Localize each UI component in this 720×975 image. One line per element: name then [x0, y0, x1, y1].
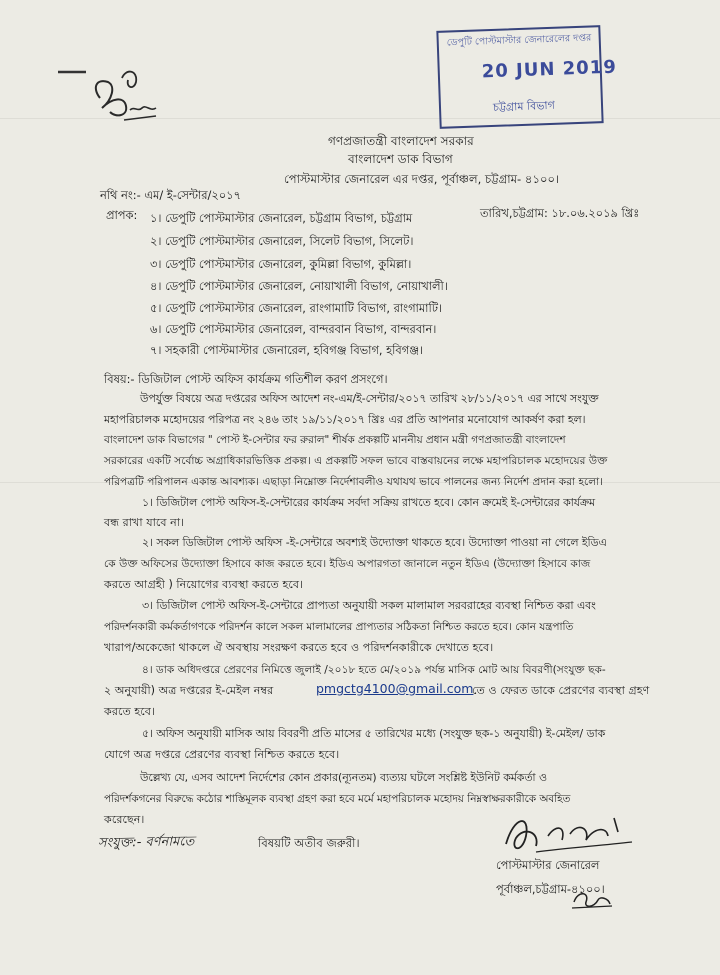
signatory-office: পূর্বাঞ্চল,চট্টগ্রাম-৪১০০। — [496, 882, 605, 896]
memo-date: তারিখ,চট্টগ্রাম: ১৮.০৬.২০১৯ খ্রিঃ — [480, 206, 640, 220]
government-name: গণপ্রজাতন্ত্রী বাংলাদেশ সরকার — [328, 134, 474, 148]
recipient-item: ৫। ডেপুটি পোস্টমাস্টার জেনারেল, রাংগামাটি বিভাগ, রাংগামাটি। — [150, 301, 443, 315]
intro-line: মহাপরিচালক মহোদয়ের পরিপত্র নং ২৪৬ তাং ১৯/১১/২০১৭ খ্রিঃ এর প্রতি আপনার মনোযোগ আকর্ষণ করা হল। — [104, 413, 586, 426]
para-2-line: করতে আগ্রহী ) নিয়োগের ব্যবস্থা করতে হবে। — [104, 578, 304, 591]
office-address: পোস্টমাস্টার জেনারেল এর দপ্তর, পূর্বাঞ্চল, চট্টগ্রাম- ৪১০০। — [284, 172, 560, 186]
signature — [496, 806, 646, 866]
subject-line: বিষয়:- ডিজিটাল পোস্ট অফিস কার্যক্রম গতিশীল করণ প্রসংগে। — [104, 372, 388, 386]
para-4-line: ২ অনুযায়ী) অত্র দপ্তরের ই-মেইল নম্বর — [104, 684, 274, 697]
para-1-line: বন্ধ রাখা যাবে না। — [104, 516, 185, 529]
para-2-line: ২। সকল ডিজিটাল পোস্ট অফিস -ই-সেন্টারে অবশ্যই উদ্যোক্তা থাকতে হবে। উদ্যোক্তা পাওয়া না গেলে ইডিএ — [142, 536, 607, 549]
para-1-line: ১। ডিজিটাল পোস্ট অফিস-ই-সেন্টারের কার্যক্রম সর্বদা সক্রিয় রাখতে হবে। কোন ক্রমেই ই-সেন্টারের কার্যক্রম — [142, 496, 596, 509]
intro-line: সরকারের একটি সর্বোচ্চ অগ্রাধিকারভিত্তিক প্রকল্প। এ প্রকল্পটি সফল ভাবে বাস্তবায়নের লক্ষে মহাপরিচালক মহোদয়ের উক্ত — [104, 455, 608, 467]
recipient-item: ৬। ডেপুটি পোস্টমাস্টার জেনারেল, বান্দরবান বিভাগ, বান্দরবান। — [150, 322, 437, 336]
recipient-item: ২। ডেপুটি পোস্টমাস্টার জেনারেল, সিলেট বিভাগ, সিলেট। — [150, 234, 414, 248]
signatory-title: পোস্টমাস্টার জেনারেল — [496, 858, 600, 872]
para-4-line: করতে হবে। — [104, 705, 156, 718]
department-name: বাংলাদেশ ডাক বিভাগ — [348, 152, 453, 166]
para-3-line: ৩। ডিজিটাল পোস্ট অফিস-ই-সেন্টারে প্রাপ্যতা অনুযায়ী সকল মালামাল সরবরাহের ব্যবস্থা নিশ্চিত করা এবং — [142, 599, 596, 612]
recipient-item: ৭। সহকারী পোস্টমাস্টার জেনারেল, হবিগঞ্জ বিভাগ, হবিগঞ্জ। — [150, 343, 424, 357]
intro-line: বাংলাদেশ ডাক বিভাগের " পোস্ট ই-সেন্টার ফর রুরাল" শীর্ষক প্রকল্পটি মাননীয় প্রধান মন্ত্রী গণপ্রজাতন্ত্রী বাংলাদেশ — [104, 434, 566, 446]
handwritten-initials — [52, 58, 162, 138]
closing-line: পরিদর্শকগনের বিরুদ্ধে কঠোর শাস্তিমূলক ব্যবস্থা গ্রহণ করা হবে মর্মে মহাপরিচালক মহোদয় নিম্নস্বাক্ষরকারীকে অবহিত — [104, 793, 571, 805]
stamp-division: চট্টগ্রাম বিভাগ — [492, 98, 556, 114]
stamp-office: ডেপুটি পোস্টমাস্টার জেনারেলের দপ্তর — [446, 32, 592, 49]
memo-number: নথি নং:- এম/ ই-সেন্টার/২০১৭ — [100, 188, 241, 202]
recipient-item: ৪। ডেপুটি পোস্টমাস্টার জেনারেল, নোয়াখালী বিভাগ, নোয়াখালী। — [150, 279, 448, 293]
para-2-line: কে উক্ত অফিসের উদ্যোক্তা হিসাবে কাজ করতে হবে। ইডিএ অপারগতা জানালে নতুন ইডিএ (উদ্যোক্তা হিসাবে কাজ — [104, 558, 591, 570]
para-5-line: যোগে অত্র দপ্তরে প্রেরণের ব্যবস্থা নিশ্চিত করতে হবে। — [104, 748, 340, 761]
recipients-label: প্রাপক: — [106, 208, 138, 222]
recipient-item: ১। ডেপুটি পোস্টমাস্টার জেনারেল, চট্টগ্রাম বিভাগ, চট্টগ্রাম — [150, 211, 413, 225]
closing-line: করেছেন। — [104, 813, 145, 826]
intro-line: উপর্যুক্ত বিষয়ে অত্র দপ্তরের অফিস আদেশ নং-এম/ই-সেন্টার/২০১৭ তারিখ ২৮/১১/২০১৭ এর সাথে সংযুক্ত — [140, 392, 599, 405]
closing-line: উল্লেখ্য যে, এসব আদেশ নির্দেশের কোন প্রকার(ন্যূনতম) ব্যত্যয় ঘটলে সংশ্লিষ্ট ইউনিট কর্মকর্তা ও — [140, 771, 547, 784]
para-5-line: ৫। অফিস অনুযায়ী মাসিক আয় বিবরণী প্রতি মাসের ৫ তারিখের মধ্যে (সংযুক্ত ছক-১ অনুযায়ী) ই-মেইল/ ডাক — [142, 727, 606, 740]
para-3-line: খারাপ/অকেজো থাকলে ঐ অবস্থায় সংরক্ষণ করতে হবে ও পরিদর্শনকারীকে দেখাতে হবে। — [104, 641, 494, 654]
attachment-handwritten: সংযুক্ত:- বর্ণনামতে — [97, 834, 195, 851]
para-4-line: ৪। ডাক অধিদপ্তরে প্রেরণের নিমিত্তে জুলাই /২০১৮ হতে মে/২০১৯ পর্যন্ত মাসিক মোট আয় বিবরণী(সংযুক্ত ছক- — [142, 664, 606, 676]
received-stamp — [436, 25, 618, 129]
intro-line: পরিপত্রটি পরিপালন একান্ত আবশ্যক। এছাড়া নিম্নোক্ত নির্দেশাবলীও যথাযথ ভাবে পালনের জন্য নির্দেশ প্রদান করা হলো। — [104, 476, 604, 488]
para-3-line: পরিদর্শনকারী কর্মকর্তাগণকে পরিদর্শন কালে সকল মালামালের প্রাপ্যতার সঠিকতা নিশ্চিত করতে হবে। কোন যন্ত্রপাতি — [104, 621, 574, 633]
email-link[interactable]: pmgctg4100@gmail.com — [316, 681, 474, 696]
recipient-item: ৩। ডেপুটি পোস্টমাস্টার জেনারেল, কুমিল্লা বিভাগ, কুমিল্লা। — [150, 257, 412, 271]
seal-initials — [568, 886, 616, 914]
urgent-note: বিষয়টি অতীব জরুরী। — [258, 836, 360, 850]
stamp-date: 20 JUN 2019 — [481, 56, 618, 83]
para-4-line: তে ও ফেরত ডাকে প্রেরণের ব্যবস্থা গ্রহণ — [472, 684, 650, 697]
